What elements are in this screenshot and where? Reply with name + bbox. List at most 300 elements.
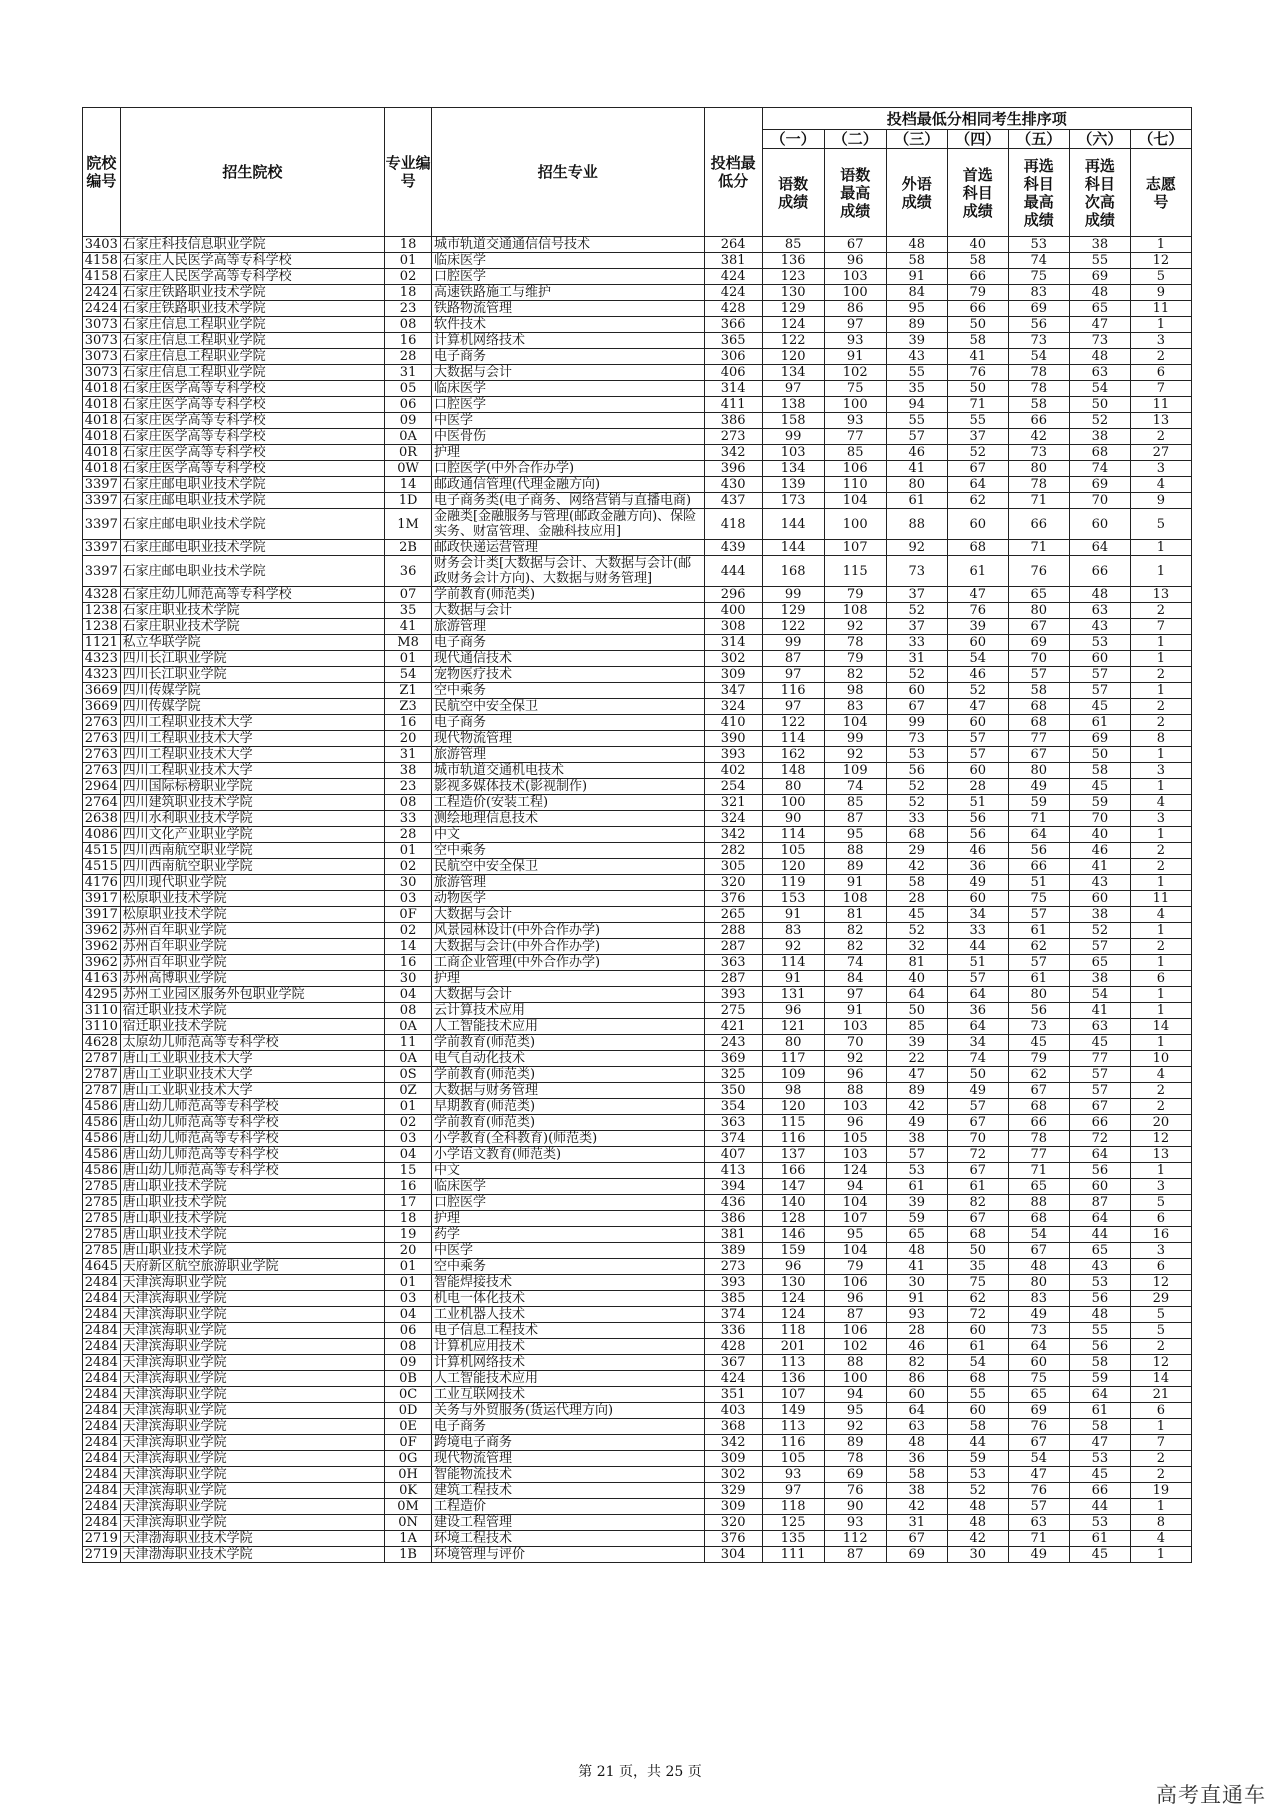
cell-second-subject-max: 68 — [1008, 715, 1069, 731]
cell-first-subject: 46 — [947, 667, 1008, 683]
cell-first-subject: 62 — [947, 1291, 1008, 1307]
cell-major-code: 07 — [385, 587, 432, 603]
cell-college-code: 4586 — [83, 1099, 121, 1115]
cell-min-score: 363 — [704, 955, 762, 971]
cell-min-score: 374 — [704, 1131, 762, 1147]
cell-college-code: 2763 — [83, 747, 121, 763]
cell-first-subject: 54 — [947, 651, 1008, 667]
cell-chinese-math: 125 — [762, 1515, 824, 1531]
cell-second-subject-next: 66 — [1069, 1483, 1130, 1499]
cell-preference-no: 5 — [1130, 1323, 1191, 1339]
cell-major-name: 早期教育(师范类) — [431, 1099, 704, 1115]
cell-major-code: 02 — [385, 1115, 432, 1131]
cell-college-name: 石家庄邮电职业技术学院 — [120, 509, 385, 540]
cell-college-name: 唐山工业职业技术大学 — [120, 1083, 385, 1099]
cell-major-name: 电气自动化技术 — [431, 1051, 704, 1067]
cell-first-subject: 34 — [947, 907, 1008, 923]
cell-chinese-math: 118 — [762, 1499, 824, 1515]
cell-major-name: 空中乘务 — [431, 1259, 704, 1275]
header-tiebreak-item-4: 首选科目成绩 — [947, 149, 1008, 237]
cell-second-subject-max: 62 — [1008, 1067, 1069, 1083]
table-row — [83, 285, 1192, 301]
cell-min-score: 324 — [704, 811, 762, 827]
cell-first-subject: 61 — [947, 1339, 1008, 1355]
cell-min-score: 273 — [704, 1259, 762, 1275]
cell-second-subject-max: 70 — [1008, 651, 1069, 667]
cell-first-subject: 57 — [947, 747, 1008, 763]
cell-second-subject-next: 60 — [1069, 651, 1130, 667]
cell-min-score: 402 — [704, 763, 762, 779]
cell-college-code: 3073 — [83, 365, 121, 381]
cell-major-code: 23 — [385, 779, 432, 795]
cell-first-subject: 72 — [947, 1307, 1008, 1323]
cell-chinese-math: 159 — [762, 1243, 824, 1259]
table-row — [83, 619, 1192, 635]
cell-min-score: 350 — [704, 1083, 762, 1099]
cell-second-subject-next: 64 — [1069, 1387, 1130, 1403]
cell-chinese-math: 116 — [762, 683, 824, 699]
table-row — [83, 1195, 1192, 1211]
cell-min-score: 309 — [704, 1451, 762, 1467]
cell-second-subject-next: 50 — [1069, 397, 1130, 413]
cell-major-name: 金融类[金融服务与管理(邮政金融方向)、保险实务、财富管理、金融科技应用] — [431, 509, 704, 540]
cell-chinese-math-max: 103 — [824, 1099, 886, 1115]
cell-college-name: 唐山职业技术学院 — [120, 1243, 385, 1259]
cell-major-name: 空中乘务 — [431, 843, 704, 859]
cell-second-subject-max: 48 — [1008, 1259, 1069, 1275]
cell-second-subject-next: 38 — [1069, 237, 1130, 253]
cell-second-subject-next: 56 — [1069, 1163, 1130, 1179]
cell-first-subject: 51 — [947, 795, 1008, 811]
cell-chinese-math: 124 — [762, 1307, 824, 1323]
cell-major-code: 18 — [385, 285, 432, 301]
cell-min-score: 342 — [704, 1435, 762, 1451]
cell-second-subject-next: 43 — [1069, 1259, 1130, 1275]
cell-second-subject-max: 79 — [1008, 1051, 1069, 1067]
cell-second-subject-max: 77 — [1008, 731, 1069, 747]
cell-min-score: 389 — [704, 1243, 762, 1259]
cell-min-score: 411 — [704, 397, 762, 413]
cell-college-name: 石家庄铁路职业技术学院 — [120, 285, 385, 301]
cell-chinese-math: 120 — [762, 859, 824, 875]
cell-first-subject: 82 — [947, 1195, 1008, 1211]
cell-major-code: 03 — [385, 1291, 432, 1307]
cell-chinese-math: 111 — [762, 1547, 824, 1563]
cell-chinese-math: 91 — [762, 907, 824, 923]
cell-min-score: 367 — [704, 1355, 762, 1371]
cell-preference-no: 1 — [1130, 540, 1191, 556]
cell-major-name: 大数据与财务管理 — [431, 1083, 704, 1099]
cell-preference-no: 6 — [1130, 1211, 1191, 1227]
cell-college-name: 唐山幼儿师范高等专科学校 — [120, 1131, 385, 1147]
cell-college-code: 4586 — [83, 1163, 121, 1179]
cell-chinese-math-max: 124 — [824, 1163, 886, 1179]
cell-major-code: 01 — [385, 1275, 432, 1291]
cell-first-subject: 42 — [947, 1531, 1008, 1547]
cell-chinese-math: 135 — [762, 1531, 824, 1547]
cell-first-subject: 60 — [947, 509, 1008, 540]
cell-major-name: 测绘地理信息技术 — [431, 811, 704, 827]
cell-college-name: 唐山工业职业技术大学 — [120, 1067, 385, 1083]
cell-preference-no: 1 — [1130, 1035, 1191, 1051]
cell-major-code: 09 — [385, 413, 432, 429]
cell-college-code: 2484 — [83, 1387, 121, 1403]
table-row — [83, 349, 1192, 365]
cell-major-name: 大数据与会计 — [431, 365, 704, 381]
cell-foreign-language: 68 — [886, 827, 947, 843]
cell-first-subject: 60 — [947, 635, 1008, 651]
cell-preference-no: 1 — [1130, 827, 1191, 843]
cell-college-code: 4018 — [83, 445, 121, 461]
cell-foreign-language: 37 — [886, 587, 947, 603]
cell-second-subject-next: 60 — [1069, 1179, 1130, 1195]
cell-min-score: 368 — [704, 1419, 762, 1435]
cell-chinese-math-max: 94 — [824, 1387, 886, 1403]
cell-first-subject: 56 — [947, 811, 1008, 827]
cell-chinese-math-max: 103 — [824, 1019, 886, 1035]
cell-chinese-math: 137 — [762, 1147, 824, 1163]
cell-major-name: 工程造价(安装工程) — [431, 795, 704, 811]
cell-foreign-language: 39 — [886, 1195, 947, 1211]
cell-chinese-math-max: 70 — [824, 1035, 886, 1051]
cell-college-code: 2484 — [83, 1403, 121, 1419]
cell-second-subject-max: 64 — [1008, 1339, 1069, 1355]
cell-chinese-math-max: 83 — [824, 699, 886, 715]
cell-preference-no: 2 — [1130, 603, 1191, 619]
cell-second-subject-next: 74 — [1069, 461, 1130, 477]
cell-chinese-math: 103 — [762, 445, 824, 461]
cell-college-name: 石家庄信息工程职业学院 — [120, 333, 385, 349]
cell-first-subject: 35 — [947, 1259, 1008, 1275]
cell-major-code: 0S — [385, 1067, 432, 1083]
cell-second-subject-max: 49 — [1008, 779, 1069, 795]
cell-preference-no: 1 — [1130, 1003, 1191, 1019]
cell-min-score: 324 — [704, 699, 762, 715]
cell-chinese-math-max: 74 — [824, 779, 886, 795]
cell-foreign-language: 69 — [886, 1547, 947, 1563]
cell-college-name: 天津滨海职业学院 — [120, 1403, 385, 1419]
header-order-6: （六） — [1069, 130, 1130, 149]
cell-second-subject-max: 73 — [1008, 333, 1069, 349]
cell-foreign-language: 93 — [886, 1307, 947, 1323]
cell-second-subject-max: 57 — [1008, 1499, 1069, 1515]
cell-foreign-language: 89 — [886, 317, 947, 333]
cell-major-code: 04 — [385, 987, 432, 1003]
cell-foreign-language: 39 — [886, 1035, 947, 1051]
cell-college-code: 2964 — [83, 779, 121, 795]
cell-college-code: 2719 — [83, 1547, 121, 1563]
cell-second-subject-max: 66 — [1008, 509, 1069, 540]
cell-min-score: 354 — [704, 1099, 762, 1115]
cell-major-code: M8 — [385, 635, 432, 651]
cell-second-subject-next: 59 — [1069, 1371, 1130, 1387]
cell-foreign-language: 55 — [886, 365, 947, 381]
cell-college-name: 天津滨海职业学院 — [120, 1387, 385, 1403]
cell-major-name: 口腔医学 — [431, 1195, 704, 1211]
cell-preference-no: 5 — [1130, 1307, 1191, 1323]
cell-first-subject: 74 — [947, 1051, 1008, 1067]
cell-major-name: 电子商务 — [431, 349, 704, 365]
cell-first-subject: 75 — [947, 1275, 1008, 1291]
table-row — [83, 859, 1192, 875]
table-row — [83, 795, 1192, 811]
table-row — [83, 667, 1192, 683]
cell-major-name: 电子商务 — [431, 715, 704, 731]
table-row — [83, 1227, 1192, 1243]
cell-major-code: 0E — [385, 1419, 432, 1435]
cell-college-name: 天津滨海职业学院 — [120, 1483, 385, 1499]
cell-second-subject-next: 66 — [1069, 556, 1130, 587]
cell-first-subject: 40 — [947, 237, 1008, 253]
cell-second-subject-max: 56 — [1008, 843, 1069, 859]
cell-college-name: 天津滨海职业学院 — [120, 1435, 385, 1451]
cell-second-subject-next: 68 — [1069, 445, 1130, 461]
cell-college-name: 天津渤海职业技术学院 — [120, 1547, 385, 1563]
cell-first-subject: 47 — [947, 587, 1008, 603]
table-row — [83, 1275, 1192, 1291]
table-row — [83, 939, 1192, 955]
cell-preference-no: 14 — [1130, 1019, 1191, 1035]
cell-min-score: 418 — [704, 509, 762, 540]
cell-second-subject-next: 48 — [1069, 587, 1130, 603]
cell-college-code: 3669 — [83, 699, 121, 715]
cell-first-subject: 30 — [947, 1547, 1008, 1563]
cell-major-name: 民航空中安全保卫 — [431, 859, 704, 875]
cell-college-name: 石家庄信息工程职业学院 — [120, 317, 385, 333]
cell-major-name: 学前教育(师范类) — [431, 1115, 704, 1131]
cell-first-subject: 60 — [947, 891, 1008, 907]
watermark-text: 高考直通车 — [1156, 1783, 1266, 1807]
cell-chinese-math-max: 96 — [824, 1291, 886, 1307]
cell-foreign-language: 61 — [886, 493, 947, 509]
cell-preference-no: 4 — [1130, 477, 1191, 493]
cell-chinese-math: 118 — [762, 1323, 824, 1339]
cell-chinese-math-max: 92 — [824, 619, 886, 635]
cell-chinese-math-max: 99 — [824, 731, 886, 747]
cell-major-name: 现代物流管理 — [431, 1451, 704, 1467]
cell-chinese-math-max: 102 — [824, 365, 886, 381]
cell-major-code: 01 — [385, 651, 432, 667]
cell-college-code: 2787 — [83, 1051, 121, 1067]
table-row — [83, 429, 1192, 445]
cell-second-subject-max: 56 — [1008, 1003, 1069, 1019]
cell-min-score: 314 — [704, 381, 762, 397]
table-row — [83, 683, 1192, 699]
cell-second-subject-max: 78 — [1008, 477, 1069, 493]
cell-chinese-math-max: 74 — [824, 955, 886, 971]
cell-min-score: 347 — [704, 683, 762, 699]
cell-preference-no: 2 — [1130, 1339, 1191, 1355]
cell-major-code: 0C — [385, 1387, 432, 1403]
header-tiebreak-item-7: 志愿号 — [1130, 149, 1191, 237]
cell-major-name: 护理 — [431, 445, 704, 461]
cell-second-subject-max: 67 — [1008, 1435, 1069, 1451]
cell-foreign-language: 82 — [886, 1355, 947, 1371]
cell-major-name: 财务会计类[大数据与会计、大数据与会计(邮政财务会计方向)、大数据与财务管理] — [431, 556, 704, 587]
cell-foreign-language: 41 — [886, 1259, 947, 1275]
cell-college-code: 3397 — [83, 493, 121, 509]
cell-foreign-language: 38 — [886, 1131, 947, 1147]
cell-second-subject-max: 54 — [1008, 1451, 1069, 1467]
cell-min-score: 403 — [704, 1403, 762, 1419]
cell-chinese-math-max: 108 — [824, 603, 886, 619]
cell-college-name: 石家庄信息工程职业学院 — [120, 365, 385, 381]
cell-foreign-language: 60 — [886, 1387, 947, 1403]
table-row — [83, 461, 1192, 477]
table-row — [83, 413, 1192, 429]
cell-chinese-math-max: 97 — [824, 317, 886, 333]
cell-college-name: 天津滨海职业学院 — [120, 1339, 385, 1355]
cell-second-subject-next: 40 — [1069, 827, 1130, 843]
cell-preference-no: 1 — [1130, 635, 1191, 651]
cell-second-subject-max: 78 — [1008, 381, 1069, 397]
cell-college-code: 3073 — [83, 349, 121, 365]
cell-chinese-math: 147 — [762, 1179, 824, 1195]
cell-college-name: 苏州工业园区服务外包职业学院 — [120, 987, 385, 1003]
cell-major-name: 人工智能技术应用 — [431, 1019, 704, 1035]
cell-major-name: 智能焊接技术 — [431, 1275, 704, 1291]
table-row — [83, 651, 1192, 667]
cell-major-code: 54 — [385, 667, 432, 683]
cell-second-subject-next: 58 — [1069, 763, 1130, 779]
table-row — [83, 540, 1192, 556]
cell-second-subject-max: 73 — [1008, 1019, 1069, 1035]
cell-preference-no: 2 — [1130, 429, 1191, 445]
cell-major-name: 邮政快递运营管理 — [431, 540, 704, 556]
cell-major-name: 中文 — [431, 827, 704, 843]
cell-min-score: 369 — [704, 1051, 762, 1067]
table-row — [83, 891, 1192, 907]
cell-preference-no: 16 — [1130, 1227, 1191, 1243]
cell-foreign-language: 40 — [886, 971, 947, 987]
cell-second-subject-next: 54 — [1069, 987, 1130, 1003]
cell-second-subject-max: 75 — [1008, 891, 1069, 907]
header-tiebreak-item-2: 语数最高成绩 — [824, 149, 886, 237]
cell-preference-no: 5 — [1130, 509, 1191, 540]
cell-foreign-language: 32 — [886, 939, 947, 955]
cell-first-subject: 76 — [947, 603, 1008, 619]
cell-chinese-math: 120 — [762, 1099, 824, 1115]
cell-second-subject-next: 60 — [1069, 509, 1130, 540]
cell-major-code: 01 — [385, 843, 432, 859]
cell-foreign-language: 29 — [886, 843, 947, 859]
cell-min-score: 437 — [704, 493, 762, 509]
header-college-code: 院校编号 — [83, 108, 121, 237]
cell-chinese-math: 120 — [762, 349, 824, 365]
cell-min-score: 393 — [704, 1275, 762, 1291]
table-row — [83, 987, 1192, 1003]
cell-chinese-math: 166 — [762, 1163, 824, 1179]
cell-major-code: 1D — [385, 493, 432, 509]
cell-college-code: 2484 — [83, 1419, 121, 1435]
cell-chinese-math: 122 — [762, 715, 824, 731]
cell-preference-no: 2 — [1130, 349, 1191, 365]
cell-major-code: 02 — [385, 269, 432, 285]
cell-college-name: 唐山幼儿师范高等专科学校 — [120, 1099, 385, 1115]
cell-college-code: 2484 — [83, 1451, 121, 1467]
cell-second-subject-max: 68 — [1008, 1211, 1069, 1227]
cell-major-code: 41 — [385, 619, 432, 635]
cell-foreign-language: 36 — [886, 1451, 947, 1467]
cell-second-subject-max: 58 — [1008, 683, 1069, 699]
cell-second-subject-max: 80 — [1008, 1275, 1069, 1291]
cell-major-code: Z3 — [385, 699, 432, 715]
cell-second-subject-max: 62 — [1008, 939, 1069, 955]
cell-min-score: 296 — [704, 587, 762, 603]
cell-min-score: 342 — [704, 445, 762, 461]
cell-chinese-math-max: 89 — [824, 859, 886, 875]
cell-preference-no: 3 — [1130, 1179, 1191, 1195]
cell-first-subject: 67 — [947, 1211, 1008, 1227]
cell-chinese-math: 96 — [762, 1259, 824, 1275]
cell-first-subject: 53 — [947, 1467, 1008, 1483]
cell-preference-no: 3 — [1130, 1243, 1191, 1259]
cell-min-score: 329 — [704, 1483, 762, 1499]
cell-major-name: 电子信息工程技术 — [431, 1323, 704, 1339]
cell-college-name: 石家庄人民医学高等专科学校 — [120, 253, 385, 269]
cell-second-subject-max: 77 — [1008, 1147, 1069, 1163]
cell-college-code: 2764 — [83, 795, 121, 811]
cell-major-code: 28 — [385, 349, 432, 365]
cell-chinese-math-max: 85 — [824, 445, 886, 461]
cell-first-subject: 28 — [947, 779, 1008, 795]
header-order-5: （五） — [1008, 130, 1069, 149]
cell-first-subject: 49 — [947, 1083, 1008, 1099]
cell-foreign-language: 48 — [886, 1435, 947, 1451]
cell-major-code: 18 — [385, 1211, 432, 1227]
table-row — [83, 1323, 1192, 1339]
cell-major-name: 旅游管理 — [431, 875, 704, 891]
header-major-code: 专业编号 — [385, 108, 432, 237]
cell-college-code: 3962 — [83, 955, 121, 971]
cell-second-subject-max: 74 — [1008, 253, 1069, 269]
cell-major-code: 0F — [385, 907, 432, 923]
cell-preference-no: 1 — [1130, 923, 1191, 939]
cell-major-name: 中医学 — [431, 413, 704, 429]
cell-college-code: 2719 — [83, 1531, 121, 1547]
cell-chinese-math: 98 — [762, 1083, 824, 1099]
cell-major-name: 计算机应用技术 — [431, 1339, 704, 1355]
cell-foreign-language: 42 — [886, 859, 947, 875]
cell-college-code: 3073 — [83, 333, 121, 349]
cell-second-subject-next: 45 — [1069, 1547, 1130, 1563]
cell-preference-no: 1 — [1130, 556, 1191, 587]
cell-foreign-language: 81 — [886, 955, 947, 971]
cell-college-code: 4586 — [83, 1147, 121, 1163]
cell-major-name: 临床医学 — [431, 1179, 704, 1195]
cell-second-subject-max: 69 — [1008, 301, 1069, 317]
cell-foreign-language: 59 — [886, 1211, 947, 1227]
header-tiebreak-title: 投档最低分相同考生排序项 — [762, 108, 1191, 130]
cell-chinese-math-max: 112 — [824, 1531, 886, 1547]
cell-major-code: 01 — [385, 253, 432, 269]
cell-min-score: 366 — [704, 317, 762, 333]
cell-first-subject: 52 — [947, 445, 1008, 461]
cell-chinese-math: 144 — [762, 509, 824, 540]
cell-chinese-math: 122 — [762, 619, 824, 635]
cell-first-subject: 59 — [947, 1451, 1008, 1467]
cell-first-subject: 39 — [947, 619, 1008, 635]
cell-major-code: 16 — [385, 715, 432, 731]
cell-major-code: 14 — [385, 939, 432, 955]
cell-foreign-language: 67 — [886, 699, 947, 715]
cell-min-score: 342 — [704, 827, 762, 843]
cell-college-code: 2763 — [83, 763, 121, 779]
cell-chinese-math: 97 — [762, 381, 824, 397]
cell-preference-no: 2 — [1130, 1451, 1191, 1467]
cell-foreign-language: 38 — [886, 1483, 947, 1499]
cell-foreign-language: 80 — [886, 477, 947, 493]
